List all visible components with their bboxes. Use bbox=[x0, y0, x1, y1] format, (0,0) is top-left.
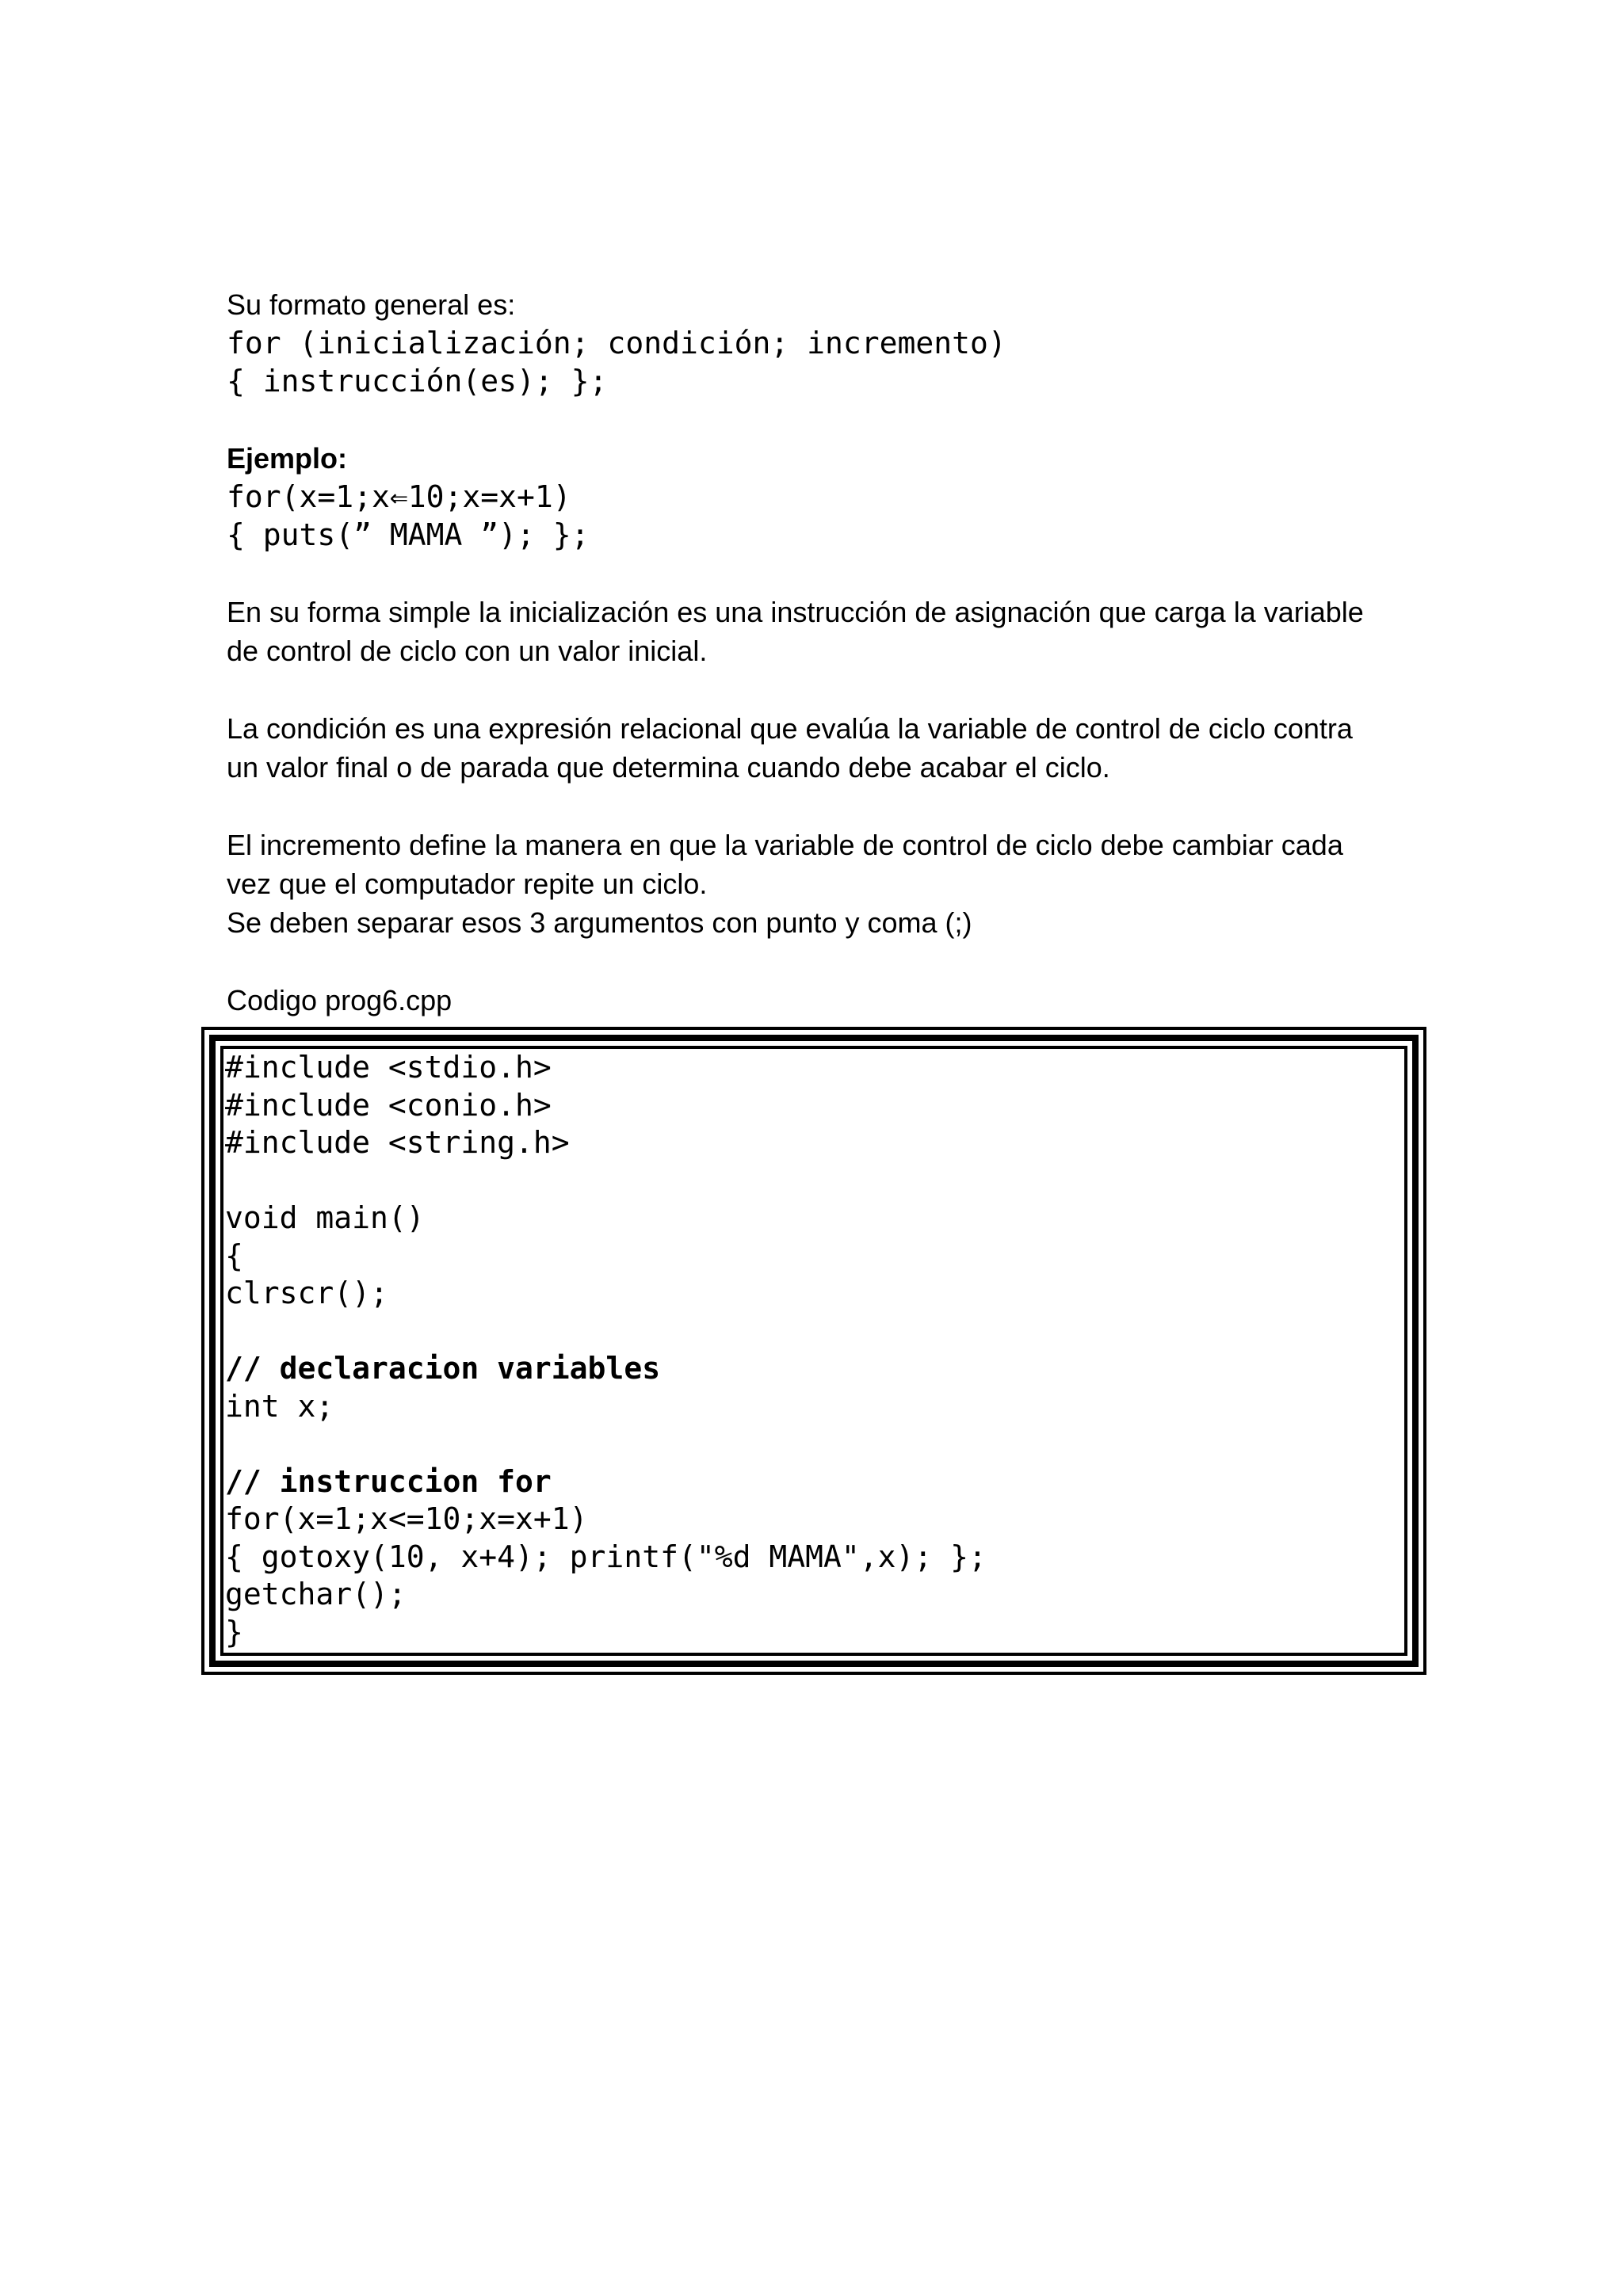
code-line: clrscr(); bbox=[225, 1276, 388, 1310]
spacer bbox=[227, 942, 1415, 981]
code-comment-line: // instruccion for bbox=[225, 1463, 552, 1499]
init-paragraph-line-1: En su forma simple la inicialización es una instrucción de asignación que carga la variable bbox=[227, 596, 1364, 628]
code-line-blank bbox=[225, 1313, 1404, 1351]
format-label: Su formato general es: bbox=[227, 288, 516, 321]
spacer bbox=[227, 400, 1415, 439]
code-line: #include <conio.h> bbox=[225, 1087, 552, 1123]
spacer bbox=[227, 554, 1415, 593]
spacer bbox=[227, 787, 1415, 826]
code-caption: Codigo prog6.cpp bbox=[227, 984, 453, 1016]
init-paragraph-line-2: de control de ciclo con un valor inicial. bbox=[227, 635, 708, 667]
code-listing-frame-middle bbox=[209, 1035, 1419, 1667]
example-line-1: for(x=1;x⇐10;x=x+1) bbox=[227, 479, 571, 514]
example-heading: Ejemplo: bbox=[227, 442, 348, 475]
spacer bbox=[227, 670, 1415, 709]
syntax-line-1: for (inicialización; condición; incremento) bbox=[227, 326, 1006, 360]
code-line: #include <string.h> bbox=[225, 1125, 570, 1160]
cond-paragraph-line-1: La condición es una expresión relacional que evalúa la variable de control de ciclo contra bbox=[227, 712, 1353, 745]
cond-paragraph-line-2: un valor final o de parada que determina cuando debe acabar el ciclo. bbox=[227, 751, 1110, 784]
document-body bbox=[227, 285, 1415, 1020]
code-line: } bbox=[225, 1614, 243, 1650]
code-line: for(x=1;x<=10;x=x+1) bbox=[225, 1501, 588, 1536]
code-comment-line: // declaracion variables bbox=[225, 1351, 661, 1386]
incr-paragraph-line-1: El incremento define la manera en que la variable de control de ciclo debe cambiar cada bbox=[227, 829, 1343, 861]
code-line: int x; bbox=[225, 1388, 334, 1424]
code-line: { bbox=[225, 1238, 243, 1273]
incr-paragraph-line-3: Se deben separar esos 3 argumentos con punto y coma (;) bbox=[227, 906, 972, 939]
code-line: #include <stdio.h> bbox=[225, 1050, 552, 1085]
code-listing-frame bbox=[201, 1027, 1426, 1675]
code-line: getchar(); bbox=[225, 1577, 407, 1611]
syntax-line-2: { instrucción(es); }; bbox=[227, 364, 608, 399]
code-line-blank bbox=[225, 1425, 1404, 1463]
example-line-2: { puts(” MAMA ”); }; bbox=[227, 517, 590, 552]
code-line-blank bbox=[225, 1162, 1404, 1200]
code-listing bbox=[220, 1046, 1407, 1656]
incr-paragraph-line-2: vez que el computador repite un ciclo. bbox=[227, 868, 708, 900]
code-line: { gotoxy(10, x+4); printf("%d MAMA",x); }; bbox=[225, 1539, 987, 1574]
code-line: void main() bbox=[225, 1200, 425, 1235]
